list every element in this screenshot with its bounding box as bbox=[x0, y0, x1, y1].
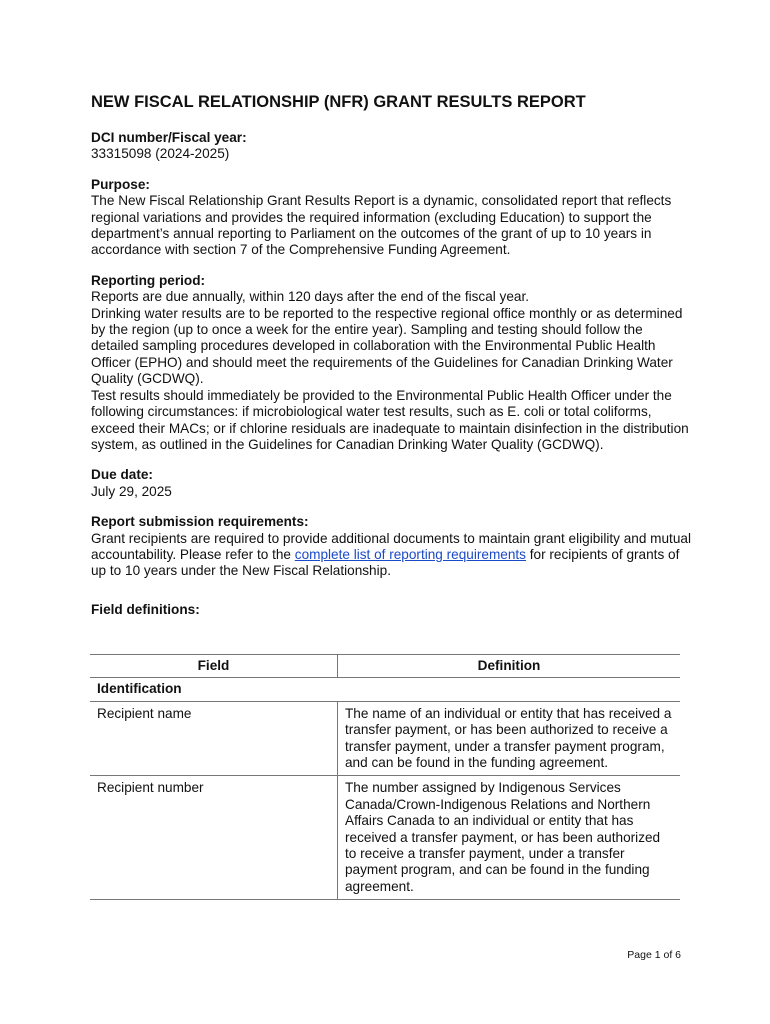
reporting-requirements-link[interactable]: complete list of reporting requirements bbox=[294, 546, 526, 562]
purpose-text: The New Fiscal Relationship Grant Results Report is a dynamic, consolidated report that reflects regional variations and provides the required information (excluding Education) to support the department’s annual reporting to Parliament on the outcomes of the grant of up to 10 years in accordance with section 7 of the Comprehensive Funding Agreement. bbox=[91, 193, 672, 258]
field-definitions-table bbox=[90, 654, 680, 900]
due-date-value: July 29, 2025 bbox=[91, 483, 172, 499]
dci-section bbox=[91, 130, 691, 163]
definition-cell: The number assigned by Indigenous Services Canada/Crown-Indigenous Relations and Northern Affairs Canada to an individual or entity that has received a transfer payment, or has been authorized to receive a transfer payment, under a transfer payment program, and can be found in the funding agreement. bbox=[338, 776, 681, 900]
table-group-row bbox=[90, 678, 680, 701]
page-title: NEW FISCAL RELATIONSHIP (NFR) GRANT RESULTS REPORT bbox=[91, 93, 586, 111]
page-number: Page 1 of 6 bbox=[627, 949, 681, 961]
due-date-label: Due date: bbox=[91, 467, 153, 483]
submission-text-after: for recipients of grants of up to 10 years under the New Fiscal Relationship. bbox=[91, 546, 680, 579]
field-definitions-heading bbox=[91, 602, 691, 618]
submission-text bbox=[91, 531, 691, 580]
submission-section bbox=[91, 514, 691, 580]
field-cell: Recipient name bbox=[90, 701, 338, 776]
dci-label: DCI number/Fiscal year: bbox=[91, 130, 247, 145]
field-definitions-label: Field definitions: bbox=[91, 601, 200, 617]
reporting-period-line: Test results should immediately be provided to the Environmental Public Health Officer under the following circumstances: if microbiological water test results, such as E. coli or total coliforms, exceed their MACs; or if chlorine residuals are inadequate to maintain disinfection in the distribution system, as outlined in the Guidelines for Canadian Drinking Water Quality (GCDWQ). bbox=[91, 387, 689, 452]
field-cell: Recipient number bbox=[90, 776, 338, 900]
table-row bbox=[90, 701, 680, 776]
definition-cell: The name of an individual or entity that has received a transfer payment, or has been authorized to receive a transfer payment, under a transfer payment program, and can be found in the funding agreement. bbox=[338, 701, 681, 776]
table-header-row bbox=[90, 655, 680, 678]
reporting-period-label: Reporting period: bbox=[91, 272, 206, 288]
purpose-section bbox=[91, 177, 691, 259]
submission-text-before: Grant recipients are required to provide additional documents to maintain grant eligibility and mutual accountability. Please refer to the bbox=[91, 530, 691, 562]
submission-label: Report submission requirements: bbox=[91, 514, 309, 530]
column-header-definition: Definition bbox=[338, 655, 681, 678]
reporting-period-line: Reports are due annually, within 120 days after the end of the fiscal year. bbox=[91, 289, 530, 305]
purpose-label: Purpose: bbox=[91, 176, 150, 192]
reporting-period-section bbox=[91, 273, 691, 453]
document-body bbox=[91, 92, 691, 632]
dci-value: 33315098 (2024-2025) bbox=[91, 146, 230, 162]
column-header-field: Field bbox=[90, 655, 338, 678]
table-row bbox=[90, 776, 680, 900]
reporting-period-line: Drinking water results are to be reported to the respective regional office monthly or as determined by the region (up to once a week for the entire year). Sampling and testing should follow the detailed sampling procedures developed in collaboration with the Environmental Public Health Officer (EPHO) and should meet the requirements of the Guidelines for Canadian Drinking Water Quality (GCDWQ). bbox=[91, 305, 683, 387]
group-label: Identification bbox=[90, 678, 680, 701]
due-date-section bbox=[91, 467, 691, 500]
